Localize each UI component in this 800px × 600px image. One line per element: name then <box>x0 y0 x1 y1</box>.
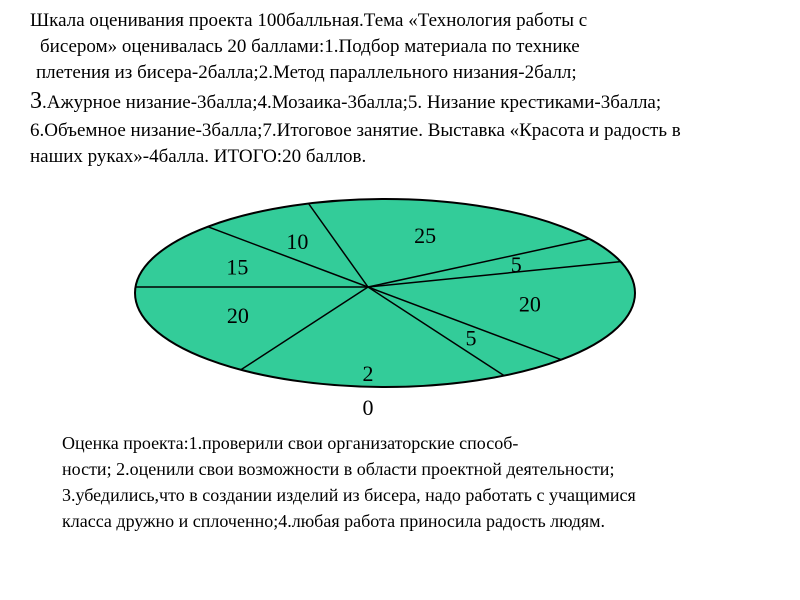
slice-label-5: 2 0 <box>362 360 374 420</box>
footer-line-2: ности; 2.оценили свои возможности в области проектной деятельности; <box>62 459 615 479</box>
slice-label-8: 10 <box>286 229 309 255</box>
slice-label-4: 5 <box>465 325 477 351</box>
slice-label-1: 25 <box>414 223 437 249</box>
slice-label-3: 20 <box>518 291 541 317</box>
header-line-4: 3.Ажурное низание-3балла;4.Мозаика-3балла;5. Низание крестиками-3балла; <box>30 88 662 114</box>
slice-label-2: 5 <box>510 251 522 277</box>
footer-line-4: класса дружно и сплоченно;4.любая работа приносила радость людям. <box>62 511 606 531</box>
header-line-6: наших руках»-4балла. ИТОГО:20 баллов. <box>30 146 367 167</box>
header-line-3: плетения из бисера-2балла;2.Метод параллельного низания-2балл; <box>36 62 577 83</box>
footer-line-3: 3.убедились,что в создании изделий из бисера, надо работать с учащимися <box>62 485 636 505</box>
header-line-2: бисером» оценивалась 20 баллами:1.Подбор материала по технике <box>40 36 580 57</box>
header-line-5: 6.Объемное низание-3балла;7.Итоговое занятие. Выставка «Красота и радость в <box>30 120 681 141</box>
header-line-1: Шкала оценивания проекта 100балльная.Тема «Технология работы с <box>30 10 588 31</box>
slice-label-7: 15 <box>226 254 249 280</box>
footer-line-1: Оценка проекта:1.проверили свои организаторские способ- <box>62 433 519 453</box>
slice-label-6: 20 <box>226 303 249 329</box>
